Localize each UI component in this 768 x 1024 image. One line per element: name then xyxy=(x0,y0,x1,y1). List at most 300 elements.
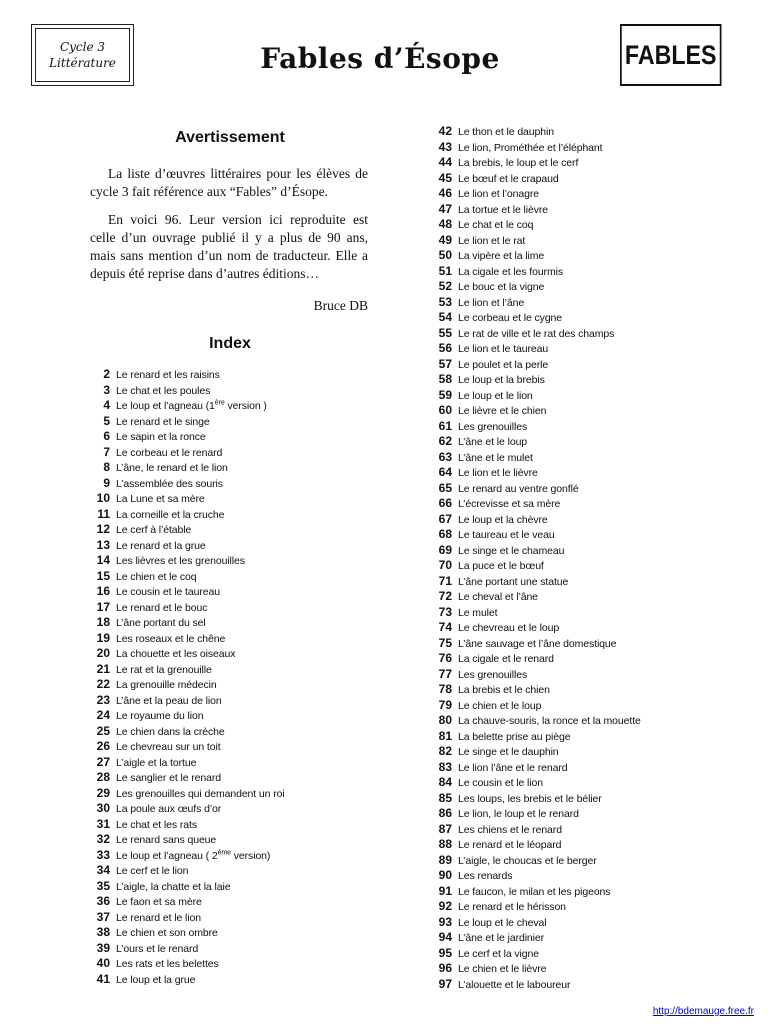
fable-number: 89 xyxy=(438,852,452,867)
warning-paragraph-1: La liste d’œuvres littéraires pour les élèves de cycle 3 fait référence aux “Fables” d’Ésope. xyxy=(90,166,368,199)
fable-item xyxy=(88,429,285,445)
fable-number: 17 xyxy=(96,599,110,614)
fable-item xyxy=(430,310,641,326)
fable-number: 64 xyxy=(438,465,452,479)
fable-number: 95 xyxy=(438,945,452,960)
fable-title xyxy=(458,962,546,978)
fable-title xyxy=(458,141,602,157)
fable-item xyxy=(430,217,641,233)
fable-number: 94 xyxy=(438,930,452,944)
fable-title xyxy=(116,415,210,431)
fable-number: 16 xyxy=(96,584,110,598)
fable-title-text: L’aigle, la chatte et la laie xyxy=(116,880,231,893)
fable-title xyxy=(116,461,228,477)
fable-number: 11 xyxy=(97,506,110,521)
fable-item xyxy=(88,956,285,972)
fable-title xyxy=(116,399,267,415)
fable-title xyxy=(458,823,562,839)
fable-item xyxy=(430,636,641,652)
fable-title xyxy=(458,280,544,296)
fable-item xyxy=(88,848,285,864)
fable-number: 15 xyxy=(96,568,110,583)
fable-title-text: Le chat et le coq xyxy=(458,219,534,231)
fable-item xyxy=(88,507,285,523)
fable-number: 75 xyxy=(438,635,452,650)
fable-title xyxy=(116,694,222,710)
fable-title-suffix: version) xyxy=(230,849,271,862)
fable-title xyxy=(458,745,559,761)
fable-item xyxy=(88,863,285,879)
fable-number: 54 xyxy=(438,310,452,324)
fable-item xyxy=(88,584,285,600)
fable-title-text: Le sapin et la ronce xyxy=(116,431,206,443)
fable-title-text: Les rats et les belettes xyxy=(116,958,219,970)
fable-title xyxy=(458,606,497,622)
warning-heading: Avertissement xyxy=(175,129,285,146)
fable-title xyxy=(458,730,571,746)
fable-title xyxy=(116,647,235,663)
fable-item xyxy=(430,822,641,838)
fable-number: 48 xyxy=(438,217,452,231)
fable-number: 77 xyxy=(438,666,452,681)
fable-item xyxy=(430,465,641,481)
index-heading: Index xyxy=(209,335,251,352)
fable-title-text: Les lièvres et les grenouilles xyxy=(116,555,245,567)
fable-title xyxy=(116,508,224,524)
fable-number: 30 xyxy=(96,801,110,815)
fable-title-text: Le mulet xyxy=(458,606,498,619)
fable-title xyxy=(458,203,548,219)
fable-title xyxy=(116,663,212,679)
fable-number: 52 xyxy=(438,279,452,293)
fable-title-text: La vipère et la lime xyxy=(458,250,545,262)
fable-item xyxy=(430,651,641,667)
fable-number: 74 xyxy=(438,620,452,634)
fable-item xyxy=(88,662,285,678)
fable-title-text: Les loups, les brebis et le bélier xyxy=(458,792,602,805)
fable-item xyxy=(88,910,285,926)
ordinal-superscript: ère xyxy=(214,399,225,407)
fable-number: 46 xyxy=(438,186,452,200)
fable-title xyxy=(458,885,610,901)
fable-number: 3 xyxy=(103,382,110,397)
fable-number: 79 xyxy=(438,697,452,712)
fable-item xyxy=(88,770,285,786)
fable-number: 78 xyxy=(438,682,452,696)
fable-item xyxy=(430,233,641,249)
fable-number: 5 xyxy=(103,413,110,428)
fable-title-text: Le renard et les raisins xyxy=(116,369,220,381)
fable-item xyxy=(430,419,641,435)
fable-number: 35 xyxy=(96,878,110,893)
fable-number: 28 xyxy=(96,770,110,784)
fable-item xyxy=(430,388,641,404)
fable-number: 76 xyxy=(438,651,452,665)
fable-item xyxy=(88,832,285,848)
fable-item xyxy=(88,786,285,802)
fable-number: 57 xyxy=(438,356,452,371)
fable-title xyxy=(458,265,563,281)
fable-number: 92 xyxy=(438,899,452,913)
fable-title-text: Le renard sans queue xyxy=(116,834,217,846)
fable-item xyxy=(430,264,641,280)
fable-item xyxy=(88,383,285,399)
fable-title-text: Le cerf à l’étable xyxy=(116,524,192,536)
fable-number: 80 xyxy=(438,713,452,727)
fable-title-text: Le poulet et la perle xyxy=(458,358,549,371)
fable-title xyxy=(458,358,548,374)
fable-item xyxy=(88,693,285,709)
fable-title xyxy=(116,973,195,989)
fable-number: 83 xyxy=(438,759,452,774)
fable-item xyxy=(430,682,641,698)
fable-title-text: L’âne sauvage et l’âne domestique xyxy=(458,637,617,650)
fable-item xyxy=(430,124,641,140)
fable-title xyxy=(458,916,546,932)
fable-title xyxy=(116,585,220,601)
fable-number: 50 xyxy=(438,248,452,262)
fable-item xyxy=(430,977,641,993)
fable-number: 18 xyxy=(96,615,110,629)
fable-title xyxy=(458,497,560,513)
fable-item xyxy=(430,543,641,559)
fable-item xyxy=(430,605,641,621)
fable-title-text: Le chien dans la crèche xyxy=(116,725,225,738)
fable-item xyxy=(430,667,641,683)
fable-title-suffix: version ) xyxy=(224,400,267,412)
fable-number: 97 xyxy=(438,976,452,991)
fable-title xyxy=(116,864,188,880)
fable-title-text: La poule aux œufs d’or xyxy=(116,803,222,815)
fable-item xyxy=(430,930,641,946)
fable-number: 31 xyxy=(96,816,110,831)
fable-title xyxy=(458,156,578,172)
fable-title xyxy=(458,637,616,653)
fable-title xyxy=(458,172,559,188)
fable-title xyxy=(116,430,206,446)
fable-item xyxy=(88,615,285,631)
fable-title-text: Le singe et le chameau xyxy=(458,544,565,557)
fable-item xyxy=(88,569,285,585)
fable-number: 61 xyxy=(438,418,452,433)
fable-title xyxy=(116,477,223,493)
fable-title xyxy=(458,451,533,467)
fable-title-text: La cigale et les fourmis xyxy=(458,265,563,278)
fable-item xyxy=(430,853,641,869)
fable-title xyxy=(458,668,527,684)
fable-title-text: Le lion et le lièvre xyxy=(458,467,538,479)
fable-title xyxy=(458,683,550,699)
fable-title xyxy=(458,761,567,777)
fable-title-text: L’écrevisse et sa mère xyxy=(458,498,561,510)
fable-title-text: Le faucon, le milan et les pigeons xyxy=(458,885,611,898)
fable-title-text: Le renard et le bouc xyxy=(116,601,208,614)
fable-item xyxy=(430,434,641,450)
fable-item xyxy=(88,677,285,693)
fable-item xyxy=(88,894,285,910)
fable-title-text: Le lion et le taureau xyxy=(458,343,549,355)
fable-title xyxy=(116,709,204,725)
fable-number: 9 xyxy=(103,475,110,490)
fable-item xyxy=(430,558,641,574)
fable-number: 88 xyxy=(438,837,452,851)
fable-title xyxy=(116,446,222,462)
fable-number: 71 xyxy=(438,573,452,588)
fable-number: 33 xyxy=(96,847,110,862)
fable-title-text: Le lion, le loup et le renard xyxy=(458,808,579,820)
fable-title xyxy=(116,802,221,818)
fable-number: 56 xyxy=(438,341,452,355)
fable-title xyxy=(116,539,206,555)
fable-title xyxy=(116,616,206,632)
fable-item xyxy=(430,791,641,807)
fable-title xyxy=(458,869,512,885)
fable-title-text: Le chien et le lièvre xyxy=(458,963,547,975)
fable-number: 53 xyxy=(438,294,452,309)
fable-title xyxy=(116,833,216,849)
fable-title-text: Les grenouilles qui demandent un roi xyxy=(116,787,285,800)
fable-item xyxy=(88,646,285,662)
fable-title-text: Le corbeau et le cygne xyxy=(458,312,563,324)
fable-title-text: Le faon et sa mère xyxy=(116,896,202,908)
fable-number: 63 xyxy=(438,449,452,464)
fable-item xyxy=(430,961,641,977)
fable-number: 86 xyxy=(438,806,452,820)
warning-paragraph-2: En voici 96. Leur version ici reproduite est celle d’un ouvrage publié il y a plus de 90 ans, mais sans mention d’un nom de traducteur. Elle a depuis été reprise dans d’autres éditions… xyxy=(90,212,368,281)
fable-item xyxy=(88,801,285,817)
fable-title-text: L’âne et le mulet xyxy=(458,451,533,464)
fables-badge: FABLES xyxy=(620,24,721,86)
page-title: Fables d’Ésope xyxy=(260,42,500,75)
fable-number: 70 xyxy=(438,558,452,572)
fable-title-text: Le loup et la grue xyxy=(116,973,196,986)
fable-title-text: L’aigle et la tortue xyxy=(116,756,197,769)
fable-number: 85 xyxy=(438,790,452,805)
fable-number: 24 xyxy=(96,708,110,722)
fable-title-text: Le rat de ville et le rat des champs xyxy=(458,327,615,340)
fable-title-text: Les grenouilles xyxy=(458,668,528,681)
fable-item xyxy=(430,915,641,931)
fable-title-text: Le singe et le dauphin xyxy=(458,746,559,758)
fable-title-text: Le chat et les poules xyxy=(116,384,211,397)
fable-number: 26 xyxy=(96,739,110,753)
fable-item xyxy=(430,186,641,202)
fable-title-text: Le lion et l’onagre xyxy=(458,188,539,200)
fable-title-text: L’aigle, le choucas et le berger xyxy=(458,854,597,867)
fable-number: 22 xyxy=(96,677,110,691)
fable-item xyxy=(430,341,641,357)
fable-title-text: Les roseaux et le chêne xyxy=(116,632,226,645)
fable-item xyxy=(430,481,641,497)
fable-title xyxy=(458,559,544,575)
fable-title xyxy=(458,947,539,963)
fable-item xyxy=(430,279,641,295)
fable-item xyxy=(88,398,285,414)
fable-number: 20 xyxy=(96,646,110,660)
fable-title xyxy=(458,652,554,668)
fable-title-text: Le loup et l’agneau ( 2 xyxy=(116,849,218,862)
fable-title-text: L’ours et le renard xyxy=(116,942,199,955)
fable-item xyxy=(88,941,285,957)
fable-number: 44 xyxy=(438,155,452,169)
fable-number: 90 xyxy=(438,868,452,882)
fable-number: 23 xyxy=(96,692,110,707)
subject-label: Littérature xyxy=(49,56,116,70)
site-link[interactable]: http://bdemauge.free.fr xyxy=(652,1006,754,1017)
fable-title xyxy=(458,931,544,947)
fable-number: 87 xyxy=(438,821,452,836)
fable-title-text: Le taureau et le veau xyxy=(458,529,555,541)
fable-title-text: Le bœuf et le crapaud xyxy=(458,172,559,185)
fable-item xyxy=(430,357,641,373)
fable-title xyxy=(116,740,221,756)
fable-item xyxy=(88,460,285,476)
fable-item xyxy=(430,946,641,962)
fable-item xyxy=(88,367,285,383)
fable-number: 45 xyxy=(438,170,452,185)
fable-number: 7 xyxy=(103,444,110,459)
fable-number: 34 xyxy=(96,863,110,877)
fable-title xyxy=(458,311,562,327)
fable-title xyxy=(116,787,285,803)
fable-item xyxy=(430,899,641,915)
fable-title xyxy=(116,725,225,741)
fable-title xyxy=(116,554,245,570)
fable-title xyxy=(458,420,527,436)
cycle-label-box xyxy=(31,24,134,86)
ordinal-superscript: ème xyxy=(217,849,231,856)
fable-item xyxy=(88,522,285,538)
fable-title-text: La corneille et la cruche xyxy=(116,508,225,521)
fable-number: 62 xyxy=(438,434,452,448)
fable-title xyxy=(116,880,230,896)
fable-title-text: Le chien et le loup xyxy=(458,699,542,712)
fable-number: 68 xyxy=(438,527,452,541)
fable-number: 49 xyxy=(438,232,452,247)
fable-item xyxy=(430,775,641,791)
fable-title xyxy=(116,368,220,384)
fable-item xyxy=(430,527,641,543)
fable-item xyxy=(430,326,641,342)
fable-title-text: Le renard au ventre gonflé xyxy=(458,482,579,495)
fable-title-text: Le lion et l’âne xyxy=(458,296,525,309)
fable-title-text: Les grenouilles xyxy=(458,420,528,433)
fable-title xyxy=(116,678,217,694)
fable-title xyxy=(116,771,221,787)
fable-title-text: La puce et le bœuf xyxy=(458,560,544,572)
fable-title-text: Le chevreau sur un toit xyxy=(116,741,221,753)
fable-title xyxy=(458,807,579,823)
fable-number: 51 xyxy=(438,263,452,278)
fable-item xyxy=(88,724,285,740)
fable-number: 84 xyxy=(438,775,452,789)
fable-title xyxy=(116,818,197,834)
fable-item xyxy=(430,698,641,714)
fable-item xyxy=(88,600,285,616)
cycle-level: Cycle 3 xyxy=(59,40,106,54)
fable-item xyxy=(430,496,641,512)
fable-number: 58 xyxy=(438,372,452,386)
fable-title-text: L’âne et le loup xyxy=(458,436,528,448)
fable-title xyxy=(458,125,554,141)
fable-title-text: Le chat et les rats xyxy=(116,818,197,831)
fable-title xyxy=(116,942,198,958)
fable-item xyxy=(430,202,641,218)
fable-title xyxy=(458,342,548,358)
fable-item xyxy=(430,512,641,528)
fable-title xyxy=(458,466,538,482)
fable-title-text: La cigale et le renard xyxy=(458,653,554,665)
fable-title-text: Le loup et le lion xyxy=(458,389,533,402)
fable-number: 21 xyxy=(96,661,110,676)
fable-title xyxy=(458,621,559,637)
fable-title-text: Le bouc et la vigne xyxy=(458,281,545,293)
fable-number: 69 xyxy=(438,542,452,557)
fable-number: 91 xyxy=(438,883,452,898)
fable-item xyxy=(430,837,641,853)
fable-item xyxy=(88,538,285,554)
fable-title xyxy=(116,957,219,973)
fable-title-text: Le chien et son ombre xyxy=(116,927,218,939)
fable-number: 25 xyxy=(96,723,110,738)
fable-title-text: L’alouette et le laboureur xyxy=(458,978,571,991)
fable-title-text: Le loup et la chèvre xyxy=(458,513,548,526)
fable-number: 72 xyxy=(438,589,452,603)
fable-item xyxy=(88,445,285,461)
fable-title xyxy=(458,296,524,312)
fable-item xyxy=(430,140,641,156)
fable-title-text: La brebis, le loup et le cerf xyxy=(458,157,579,169)
fable-title-text: Le renard et le singe xyxy=(116,415,210,428)
index-list-left xyxy=(88,367,285,987)
fable-number: 12 xyxy=(96,522,110,536)
fable-title xyxy=(458,234,525,250)
fable-title xyxy=(458,978,570,994)
fable-title-text: Le royaume du lion xyxy=(116,710,204,722)
fable-number: 10 xyxy=(96,491,110,505)
fable-title-text: La grenouille médecin xyxy=(116,679,217,691)
fable-number: 42 xyxy=(438,124,452,138)
fable-title xyxy=(458,854,597,870)
fable-title xyxy=(458,404,546,420)
fable-number: 59 xyxy=(438,387,452,402)
fable-title-text: Le chien et le coq xyxy=(116,570,197,583)
fable-title-text: Le chevreau et le loup xyxy=(458,622,560,634)
fable-title-text: Le renard et le lion xyxy=(116,911,201,924)
fable-item xyxy=(88,414,285,430)
fable-item xyxy=(88,553,285,569)
fable-title xyxy=(116,756,196,772)
fable-title-text: L’âne et la peau de lion xyxy=(116,694,222,707)
fable-number: 36 xyxy=(96,894,110,908)
fable-title xyxy=(116,570,197,586)
fable-title xyxy=(458,714,641,730)
fable-title xyxy=(116,492,205,508)
fable-item xyxy=(88,708,285,724)
fable-number: 39 xyxy=(96,940,110,955)
fable-title-text: La chauve-souris, la ronce et la mouette xyxy=(458,715,641,727)
fable-title-text: Le cerf et le lion xyxy=(116,865,189,877)
fable-title-text: L’âne portant du sel xyxy=(116,617,206,629)
fable-title-text: Le lion l’âne et le renard xyxy=(458,761,568,774)
fable-title-text: Le cheval et l’âne xyxy=(458,591,538,603)
fable-item xyxy=(430,806,641,822)
fable-number: 13 xyxy=(96,537,110,552)
fable-title-text: L’âne et le jardinier xyxy=(458,932,545,944)
fable-title-text: Les renards xyxy=(458,870,513,882)
fable-title xyxy=(458,513,548,529)
fable-number: 93 xyxy=(438,914,452,929)
